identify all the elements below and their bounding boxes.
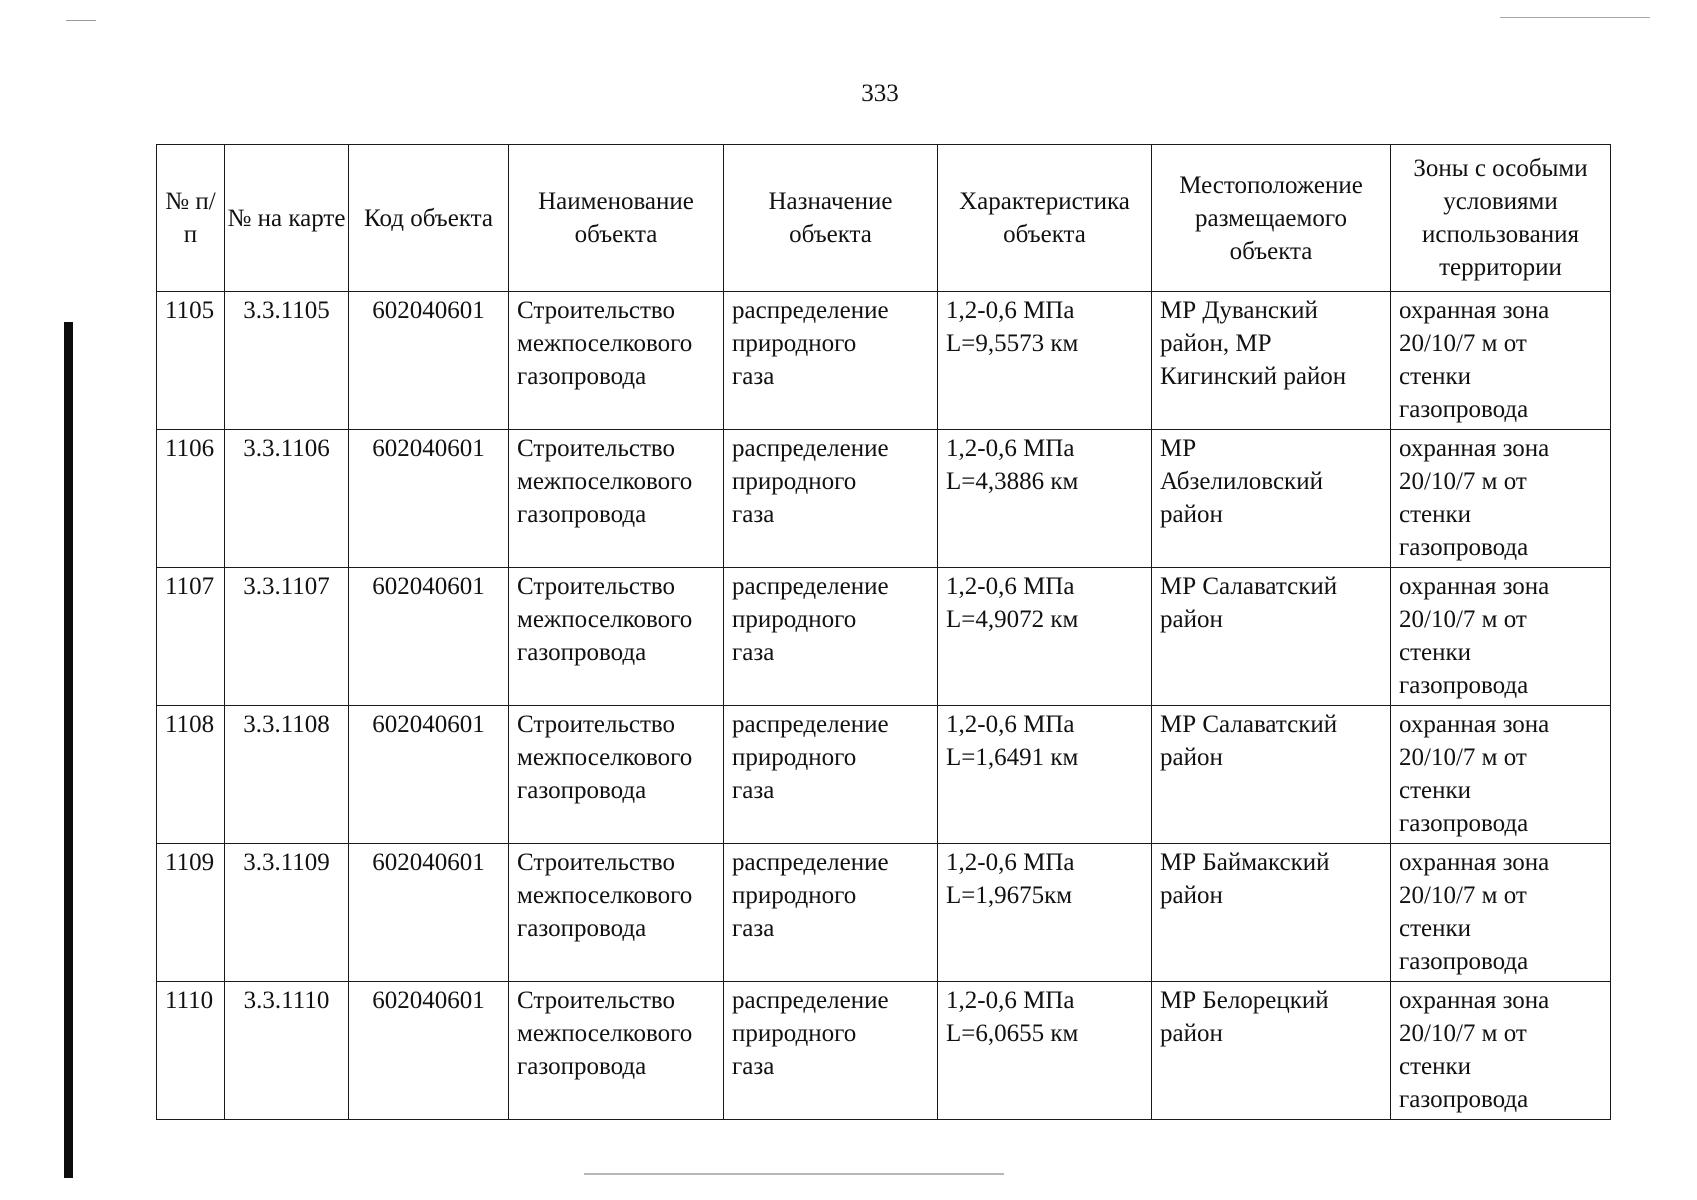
cell-object-location: МР Баймакский район — [1152, 844, 1391, 982]
header-object-name: Наименование объекта — [509, 145, 724, 292]
cell-object-code: 602040601 — [349, 844, 509, 982]
cell-map-number: 3.3.1107 — [225, 568, 349, 706]
header-special-zones: Зоны с особыми условиями использования территории — [1391, 145, 1611, 292]
cell-object-name: Строительство межпоселкового газопровода — [509, 430, 724, 568]
cell-map-number: 3.3.1106 — [225, 430, 349, 568]
cell-object-purpose: распределение природного газа — [724, 568, 938, 706]
cell-object-location: МР Дуванский район, МР Кигинский район — [1152, 292, 1391, 430]
cell-object-characteristic: 1,2-0,6 МПа L=4,3886 км — [938, 430, 1152, 568]
cell-object-characteristic: 1,2-0,6 МПа L=1,9675км — [938, 844, 1152, 982]
table-row — [157, 568, 1611, 706]
header-object-location: Местоположение размещаемого объекта — [1152, 145, 1391, 292]
cell-special-zones: охранная зона 20/10/7 м от стенки газопровода — [1391, 292, 1611, 430]
table-row — [157, 844, 1611, 982]
objects-table — [156, 144, 1611, 1120]
cell-object-code: 602040601 — [349, 568, 509, 706]
scan-edge-line-top-left — [66, 20, 96, 21]
cell-special-zones: охранная зона 20/10/7 м от стенки газопровода — [1391, 844, 1611, 982]
cell-map-number: 3.3.1109 — [225, 844, 349, 982]
cell-row-number: 1105 — [157, 292, 225, 430]
header-object-code: Код объекта — [349, 145, 509, 292]
cell-object-purpose: распределение природного газа — [724, 430, 938, 568]
cell-object-characteristic: 1,2-0,6 МПа L=4,9072 км — [938, 568, 1152, 706]
scan-binding-bar — [64, 322, 73, 1178]
cell-object-purpose: распределение природного газа — [724, 292, 938, 430]
cell-row-number: 1110 — [157, 982, 225, 1120]
cell-map-number: 3.3.1108 — [225, 706, 349, 844]
cell-object-code: 602040601 — [349, 430, 509, 568]
cell-object-name: Строительство межпоселкового газопровода — [509, 706, 724, 844]
header-object-characteristic: Характеристика объекта — [938, 145, 1152, 292]
cell-object-location: МР Абзелиловский район — [1152, 430, 1391, 568]
cell-row-number: 1106 — [157, 430, 225, 568]
cell-special-zones: охранная зона 20/10/7 м от стенки газопровода — [1391, 706, 1611, 844]
cell-object-characteristic: 1,2-0,6 МПа L=9,5573 км — [938, 292, 1152, 430]
cell-object-name: Строительство межпоселкового газопровода — [509, 844, 724, 982]
cell-row-number: 1109 — [157, 844, 225, 982]
cell-row-number: 1108 — [157, 706, 225, 844]
table-row — [157, 706, 1611, 844]
table-row — [157, 292, 1611, 430]
header-map-number: № на карте — [225, 145, 349, 292]
cell-object-code: 602040601 — [349, 292, 509, 430]
cell-object-location: МР Салаватский район — [1152, 706, 1391, 844]
page-number: 333 — [861, 80, 899, 107]
cell-special-zones: охранная зона 20/10/7 м от стенки газопровода — [1391, 430, 1611, 568]
cell-object-location: МР Белорецкий район — [1152, 982, 1391, 1120]
cell-special-zones: охранная зона 20/10/7 м от стенки газопровода — [1391, 568, 1611, 706]
cell-object-characteristic: 1,2-0,6 МПа L=1,6491 км — [938, 706, 1152, 844]
cell-row-number: 1107 — [157, 568, 225, 706]
scan-edge-line-top-right — [1500, 17, 1650, 18]
cell-object-characteristic: 1,2-0,6 МПа L=6,0655 км — [938, 982, 1152, 1120]
cell-object-name: Строительство межпоселкового газопровода — [509, 982, 724, 1120]
cell-map-number: 3.3.1110 — [225, 982, 349, 1120]
cell-object-purpose: распределение природного газа — [724, 844, 938, 982]
cell-object-name: Строительство межпоселкового газопровода — [509, 292, 724, 430]
cell-object-purpose: распределение природного газа — [724, 982, 938, 1120]
cell-object-code: 602040601 — [349, 982, 509, 1120]
header-row-number: № п/п — [157, 145, 225, 292]
header-object-purpose: Назначение объекта — [724, 145, 938, 292]
cell-object-location: МР Салаватский район — [1152, 568, 1391, 706]
cell-special-zones: охранная зона 20/10/7 м от стенки газопровода — [1391, 982, 1611, 1120]
cell-object-purpose: распределение природного газа — [724, 706, 938, 844]
cell-map-number: 3.3.1105 — [225, 292, 349, 430]
table-row — [157, 982, 1611, 1120]
scan-edge-line-bottom — [584, 1173, 1004, 1175]
table-row — [157, 430, 1611, 568]
cell-object-code: 602040601 — [349, 706, 509, 844]
table-header-row — [157, 145, 1611, 292]
cell-object-name: Строительство межпоселкового газопровода — [509, 568, 724, 706]
